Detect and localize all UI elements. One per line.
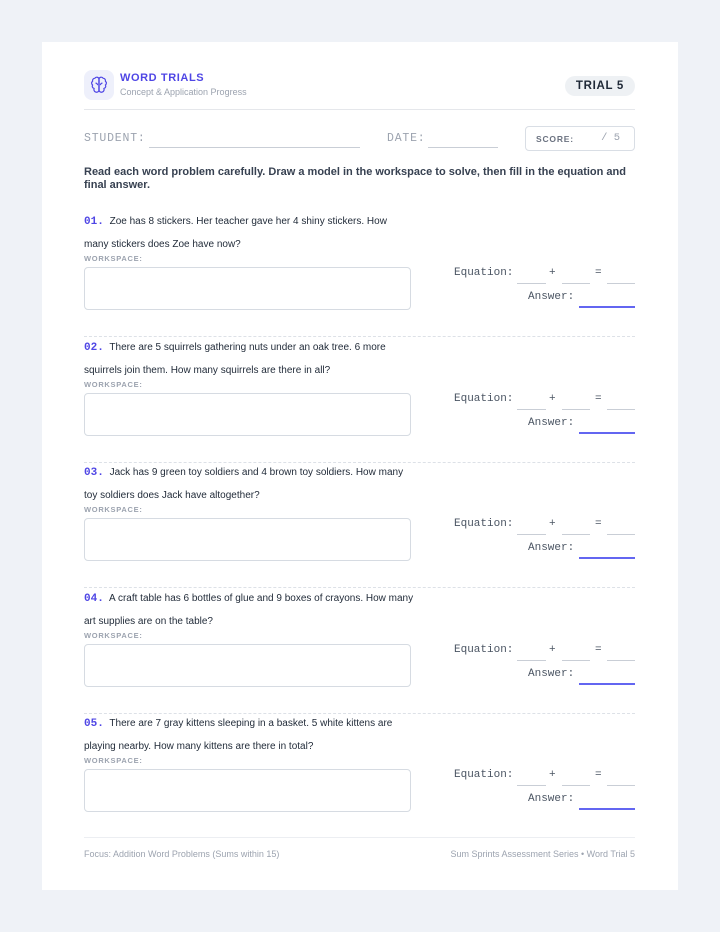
plus-sign: + [549,518,556,530]
student-label: STUDENT: [84,132,146,145]
addend-2-blank[interactable] [562,660,590,661]
equals-sign: = [595,769,602,781]
problem-text [84,462,414,506]
score-box[interactable] [525,126,635,151]
brand-title: WORD TRIALS [120,72,205,84]
workspace-label: WORKSPACE: [84,505,143,514]
workspace-label: WORKSPACE: [84,756,143,765]
answer-blank[interactable] [579,808,635,810]
addend-1-blank[interactable] [517,660,546,661]
equation-label: Equation: [454,393,514,405]
problem-statement: There are 7 gray kittens sleeping in a basket. 5 white kittens are playing nearby. How many kittens are there in total? [84,718,393,752]
sum-blank[interactable] [607,660,635,661]
brand-subtitle: Concept & Application Progress [120,87,247,97]
problem-4 [84,588,635,714]
answer-blank[interactable] [579,683,635,685]
worksheet-header [84,70,635,110]
equation-label: Equation: [454,769,514,781]
sum-blank[interactable] [607,409,635,410]
problem-number: 02. [84,342,104,354]
problem-statement: A craft table has 6 bottles of glue and 9 boxes of crayons. How many art supplies are on the table? [84,593,414,627]
plus-sign: + [549,393,556,405]
student-name-field[interactable] [149,147,360,148]
plus-sign: + [549,267,556,279]
footer-series: Sum Sprints Assessment Series • Word Trial 5 [450,849,635,859]
answer-blank[interactable] [579,306,635,308]
equals-sign: = [595,393,602,405]
plus-sign: + [549,769,556,781]
worksheet-page [42,42,678,890]
problem-3 [84,462,635,588]
answer-label: Answer: [528,793,575,805]
sum-blank[interactable] [607,283,635,284]
workspace-box[interactable] [84,393,411,436]
workspace-box[interactable] [84,267,411,310]
problem-2 [84,337,635,463]
problem-1 [84,211,635,337]
addend-2-blank[interactable] [562,785,590,786]
addend-2-blank[interactable] [562,534,590,535]
score-max: / 5 [601,132,620,144]
problem-statement: There are 5 squirrels gathering nuts under an oak tree. 6 more squirrels join them. How many squirrels are there in all? [84,342,386,376]
workspace-box[interactable] [84,518,411,561]
equals-sign: = [595,518,602,530]
workspace-label: WORKSPACE: [84,254,143,263]
answer-blank[interactable] [579,557,635,559]
problem-text [84,337,414,381]
answer-label: Answer: [528,668,575,680]
equals-sign: = [595,267,602,279]
addend-1-blank[interactable] [517,283,546,284]
workspace-box[interactable] [84,644,411,687]
answer-label: Answer: [528,417,575,429]
equals-sign: = [595,644,602,656]
problem-number: 01. [84,216,104,228]
addend-1-blank[interactable] [517,409,546,410]
date-field[interactable] [428,147,498,148]
plus-sign: + [549,644,556,656]
workspace-label: WORKSPACE: [84,631,143,640]
addend-1-blank[interactable] [517,785,546,786]
date-label: DATE: [387,132,426,145]
answer-label: Answer: [528,542,575,554]
sum-blank[interactable] [607,785,635,786]
instructions: Read each word problem carefully. Draw a model in the workspace to solve, then fill in the equation and final answer. [84,166,626,191]
equation-label: Equation: [454,267,514,279]
problem-text [84,211,414,255]
trial-badge: TRIAL 5 [565,76,635,96]
workspace-box[interactable] [84,769,411,812]
problem-5 [84,713,635,839]
student-info-row [84,126,635,152]
problem-number: 05. [84,718,104,730]
answer-label: Answer: [528,291,575,303]
answer-blank[interactable] [579,432,635,434]
sum-blank[interactable] [607,534,635,535]
footer-focus: Focus: Addition Word Problems (Sums within 15) [84,849,280,859]
problem-text [84,588,414,632]
workspace-label: WORKSPACE: [84,380,143,389]
addend-2-blank[interactable] [562,283,590,284]
equation-label: Equation: [454,644,514,656]
worksheet-footer [84,837,635,859]
brain-icon [84,70,114,100]
problem-statement: Jack has 9 green toy soldiers and 4 brown toy soldiers. How many toy soldiers does Jack have altogether? [84,467,404,501]
problem-number: 04. [84,593,104,605]
problem-text [84,713,414,757]
score-label: SCORE: [536,134,574,144]
equation-label: Equation: [454,518,514,530]
addend-1-blank[interactable] [517,534,546,535]
problem-statement: Zoe has 8 stickers. Her teacher gave her 4 shiny stickers. How many stickers does Zoe have now? [84,216,387,250]
addend-2-blank[interactable] [562,409,590,410]
problem-number: 03. [84,467,104,479]
